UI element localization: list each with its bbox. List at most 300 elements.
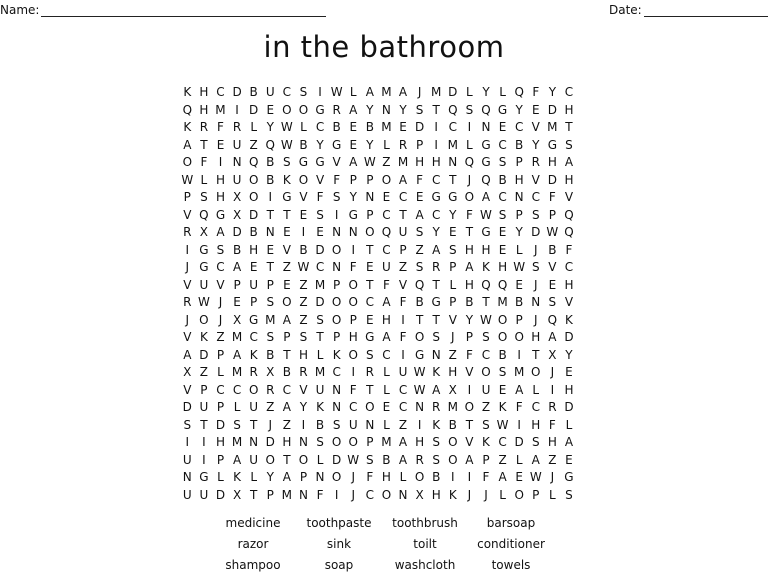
grid-letter: A [432,382,441,397]
grid-letter: J [351,487,355,502]
grid-letter: W [363,155,376,169]
grid-letter: A [183,347,192,362]
grid-letter: L [250,470,258,484]
grid-letter: E [449,225,457,239]
grid-letter: H [215,435,225,449]
grid-letter: E [498,120,507,134]
grid-letter: A [465,452,474,467]
grid-letter: L [383,365,390,379]
grid-letter: N [448,155,458,169]
grid-letter: V [183,382,192,397]
grid-letter: I [202,435,206,449]
grid-letter: X [232,190,242,204]
grid-letter: O [365,400,375,414]
grid-letter: G [448,190,458,204]
grid-letter: M [447,137,458,152]
grid-letter: G [365,330,375,344]
grid-letter: O [497,312,508,327]
name-field [0,3,326,17]
grid-letter: W [513,260,526,274]
grid-letter: A [382,295,391,309]
grid-letter: L [515,242,523,257]
grid-letter: S [432,435,441,449]
grid-letter: I [517,417,521,432]
grid-letter: E [548,277,557,292]
grid-letter: C [498,190,507,204]
grid-letter: E [216,137,225,152]
grid-letter: C [432,207,441,222]
grid-letter: H [298,347,308,362]
grid-letter: L [383,137,390,152]
grid-letter: D [265,435,275,449]
grid-letter: P [449,295,457,309]
grid-letter: L [217,470,224,484]
grid-letter: P [399,242,407,257]
grid-letter: H [348,330,358,344]
grid-letter: U [232,172,242,187]
grid-letter: F [316,487,324,502]
grid-letter: L [349,85,357,99]
grid-letter: J [533,242,538,257]
grid-letter: P [216,452,225,467]
grid-letter: O [481,365,491,379]
grid-letter: A [183,137,192,152]
grid-letter: E [316,225,324,239]
grid-letter: S [316,312,324,327]
grid-letter: B [465,295,474,309]
grid-letter: P [250,295,258,309]
grid-letter: S [432,330,441,344]
grid-letter: W [480,207,492,222]
grid-letter: V [548,260,557,274]
grid-letter: P [515,207,523,222]
grid-letter: K [332,347,341,362]
grid-letter: E [249,260,258,274]
grid-letter: U [398,365,408,379]
grid-letter: T [399,207,407,222]
grid-letter: L [383,417,390,432]
grid-letter: N [398,487,408,502]
grid-letter: M [497,295,508,309]
grid-letter: P [366,207,374,222]
grid-letter: L [532,382,540,397]
grid-letter: N [332,260,342,274]
grid-letter: V [465,365,474,379]
grid-letter: S [299,85,308,99]
grid-letter: S [565,487,573,502]
grid-letter: I [467,382,472,397]
grid-letter: I [451,470,455,484]
grid-letter: S [366,347,374,362]
grid-letter: G [547,137,558,152]
grid-letter: O [331,312,342,327]
grid-letter: T [532,347,540,362]
grid-letter: S [332,190,341,204]
grid-letter: Y [565,347,573,362]
grid-letter: Y [299,400,308,414]
word-list-row [210,513,554,534]
grid-letter: T [432,312,440,327]
grid-letter: V [216,277,225,292]
grid-letter: A [432,242,441,257]
grid-letter: J [451,330,455,344]
grid-letter: J [550,365,555,379]
grid-letter: U [199,277,209,292]
grid-letter: O [298,102,309,117]
grid-letter: S [498,207,507,222]
grid-letter: Y [316,137,324,152]
grid-letter: Q [248,155,259,169]
grid-letter: A [398,452,408,467]
grid-letter: I [235,102,239,117]
grid-letter: N [298,435,308,449]
grid-letter: D [531,225,541,239]
grid-letter: P [333,330,341,344]
grid-letter: Z [249,137,258,152]
grid-letter: J [268,417,273,432]
grid-letter: K [233,470,242,484]
grid-letter: F [399,330,407,344]
grid-letter: T [283,347,291,362]
grid-letter: D [547,172,557,187]
grid-letter: L [233,400,241,414]
grid-letter: S [233,417,241,432]
grid-letter: O [348,277,358,292]
grid-row [179,277,577,295]
grid-letter: E [266,102,275,117]
grid-letter: V [465,435,474,449]
grid-letter: A [216,225,225,239]
grid-letter: T [465,417,474,432]
grid-letter: U [382,260,391,274]
grid-letter: W [330,85,343,99]
grid-row [179,294,577,312]
grid-letter: V [564,295,574,309]
grid-letter: T [482,295,490,309]
grid-row [179,347,577,365]
grid-letter: I [218,155,223,169]
grid-letter: S [283,155,291,169]
grid-letter: J [218,312,223,327]
grid-letter: I [401,312,405,327]
grid-letter: C [349,400,358,414]
grid-letter: K [482,435,490,449]
grid-letter: W [413,382,426,397]
grid-letter: F [333,172,341,187]
grid-letter: S [498,155,507,169]
grid-letter: O [448,452,458,467]
grid-letter: G [199,260,209,274]
grid-letter: H [564,277,574,292]
grid-letter: H [415,155,425,169]
grid-letter: L [383,382,390,397]
grid-letter: T [200,137,208,152]
grid-letter: C [232,382,242,397]
grid-letter: V [299,190,308,204]
grid-letter: J [417,85,422,99]
grid-letter: A [282,470,291,484]
grid-letter: O [448,435,458,449]
grid-letter: O [331,295,342,309]
grid-letter: R [232,120,242,134]
grid-letter: H [431,487,441,502]
grid-letter: O [298,452,309,467]
grid-letter: S [548,295,557,309]
grid-row [179,364,577,382]
grid-letter: I [318,85,322,99]
grid-letter: X [232,487,242,502]
grid-letter: E [283,225,291,239]
grid-letter: L [316,347,324,362]
grid-letter: B [266,155,275,169]
grid-letter: U [265,85,275,99]
grid-letter: U [481,382,491,397]
grid-letter: R [432,400,441,414]
grid-letter: L [449,277,457,292]
grid-letter: L [499,487,506,502]
grid-letter: O [348,295,358,309]
grid-letter: O [298,172,309,187]
grid-letter: S [415,102,424,117]
grid-letter: C [398,382,408,397]
word-list-item: razor [237,537,269,551]
grid-letter: O [248,172,259,187]
grid-letter: N [365,190,375,204]
grid-letter: B [299,242,308,257]
grid-letter: P [283,330,291,344]
grid-letter: Z [299,295,308,309]
grid-letter: F [349,382,357,397]
grid-letter: K [183,120,192,134]
grid-letter: K [432,365,441,379]
grid-letter: P [515,155,523,169]
grid-letter: E [531,102,540,117]
grid-letter: U [199,487,209,502]
word-list-item: toothbrush [392,516,458,530]
grid-letter: S [415,260,424,274]
grid-letter: T [449,172,457,187]
grid-letter: S [216,242,225,257]
grid-letter: Q [414,277,425,292]
grid-letter: J [484,487,488,502]
grid-letter: P [366,435,374,449]
grid-letter: Q [265,137,275,152]
grid-letter: S [415,225,424,239]
grid-letter: I [351,365,355,379]
grid-letter: H [531,330,541,344]
grid-letter: Z [481,400,491,414]
grid-letter: F [465,207,473,222]
grid-letter: R [415,452,424,467]
grid-letter: Q [547,312,558,327]
grid-letter: V [564,190,574,204]
grid-letter: Y [266,470,274,484]
grid-letter: Y [399,102,407,117]
name-blank-line [41,5,326,17]
grid-letter: A [415,207,424,222]
grid-letter: O [182,155,193,169]
grid-letter: G [348,207,358,222]
grid-letter: C [398,190,408,204]
grid-letter: C [514,120,524,134]
grid-letter: D [249,207,259,222]
grid-letter: S [316,435,324,449]
grid-letter: P [333,277,341,292]
grid-letter: N [249,435,259,449]
grid-letter: B [415,295,424,309]
grid-letter: I [467,470,472,484]
grid-letter: O [265,452,275,467]
grid-letter: O [365,225,375,239]
grid-letter: K [282,172,291,187]
grid-letter: C [315,260,325,274]
grid-letter: T [366,277,374,292]
grid-letter: O [331,470,342,484]
grid-letter: Y [515,225,523,239]
grid-letter: C [365,295,375,309]
grid-row [179,119,577,137]
grid-letter: L [515,452,523,467]
grid-letter: V [183,277,192,292]
grid-letter: M [314,365,326,379]
grid-letter: G [481,155,491,169]
word-list-item: soap [324,558,354,572]
grid-letter: P [266,277,274,292]
grid-letter: F [532,85,540,99]
grid-letter: M [281,487,293,502]
grid-letter: Q [464,155,475,169]
grid-letter: M [314,277,326,292]
grid-letter: E [515,277,523,292]
word-list-item: washcloth [394,558,456,572]
grid-letter: I [301,417,306,432]
grid-letter: U [232,137,242,152]
grid-letter: O [348,435,358,449]
grid-letter: H [381,470,391,484]
grid-letter: A [349,155,358,169]
grid-letter: I [185,242,190,257]
grid-letter: X [232,312,242,327]
grid-letter: O [348,347,358,362]
grid-letter: E [266,242,275,257]
grid-letter: D [332,452,342,467]
grid-letter: W [347,452,360,467]
word-list-item: medicine [225,516,281,530]
grid-letter: B [299,137,308,152]
grid-letter: O [414,330,425,344]
grid-letter: K [249,347,258,362]
grid-letter: U [249,452,259,467]
date-label: Date: [609,3,642,17]
grid-letter: W [280,137,293,152]
grid-letter: Q [514,85,524,99]
grid-letter: B [432,470,441,484]
grid-letter: E [382,400,391,414]
grid-letter: H [431,155,441,169]
grid-letter: B [266,347,275,362]
grid-letter: I [467,120,472,134]
grid-letter: T [432,277,440,292]
grid-letter: S [432,452,441,467]
grid-letter: F [416,172,424,187]
grid-letter: H [564,382,574,397]
grid-letter: H [547,435,557,449]
grid-letter: B [266,172,275,187]
grid-letter: C [382,242,391,257]
grid-letter: R [183,295,192,309]
grid-letter: J [533,312,538,327]
grid-letter: D [182,400,192,414]
grid-letter: K [316,400,324,414]
grid-letter: A [232,347,242,362]
grid-letter: S [531,435,540,449]
grid-letter: O [497,330,508,344]
grid-letter: C [564,85,574,99]
grid-letter: R [299,365,308,379]
grid-letter: W [197,295,210,309]
grid-letter: F [349,260,357,274]
grid-letter: B [448,417,457,432]
grid-letter: A [531,452,540,467]
grid-letter: I [434,120,438,134]
grid-row [179,434,577,452]
grid-letter: L [217,365,224,379]
grid-letter: F [465,347,473,362]
grid-letter: N [332,382,342,397]
grid-letter: N [232,155,242,169]
grid-letter: H [564,172,574,187]
word-list [210,513,554,576]
grid-letter: E [366,260,374,274]
grid-letter: D [414,120,425,134]
grid-letter: B [515,137,524,152]
grid-letter: A [398,85,408,99]
grid-letter: S [465,102,474,117]
grid-letter: A [564,435,574,449]
grid-letter: R [266,382,275,397]
grid-letter: A [365,85,374,99]
grid-letter: S [482,417,490,432]
grid-letter: V [448,312,457,327]
grid-letter: J [185,312,190,327]
grid-letter: T [250,487,258,502]
grid-letter: U [249,277,259,292]
grid-letter: A [232,260,242,274]
grid-letter: W [280,120,293,134]
grid-letter: P [349,312,357,327]
grid-letter: Q [497,277,508,292]
grid-letter: M [513,365,525,379]
grid-letter: T [366,382,374,397]
grid-letter: M [547,120,558,134]
grid-letter: L [316,452,324,467]
grid-letter: H [481,242,491,257]
grid-letter: Y [432,225,440,239]
grid-letter: A [481,190,491,204]
grid-letter: I [268,190,273,204]
grid-letter: P [216,400,225,414]
grid-letter: H [215,172,225,187]
grid-letter: D [547,102,557,117]
grid-letter: G [315,155,325,169]
grid-letter: S [266,295,275,309]
grid-letter: C [398,400,408,414]
grid-letter: G [298,155,309,169]
grid-letter: P [200,382,208,397]
grid-letter: B [498,347,507,362]
grid-letter: P [449,260,457,274]
grid-letter: R [548,400,557,414]
